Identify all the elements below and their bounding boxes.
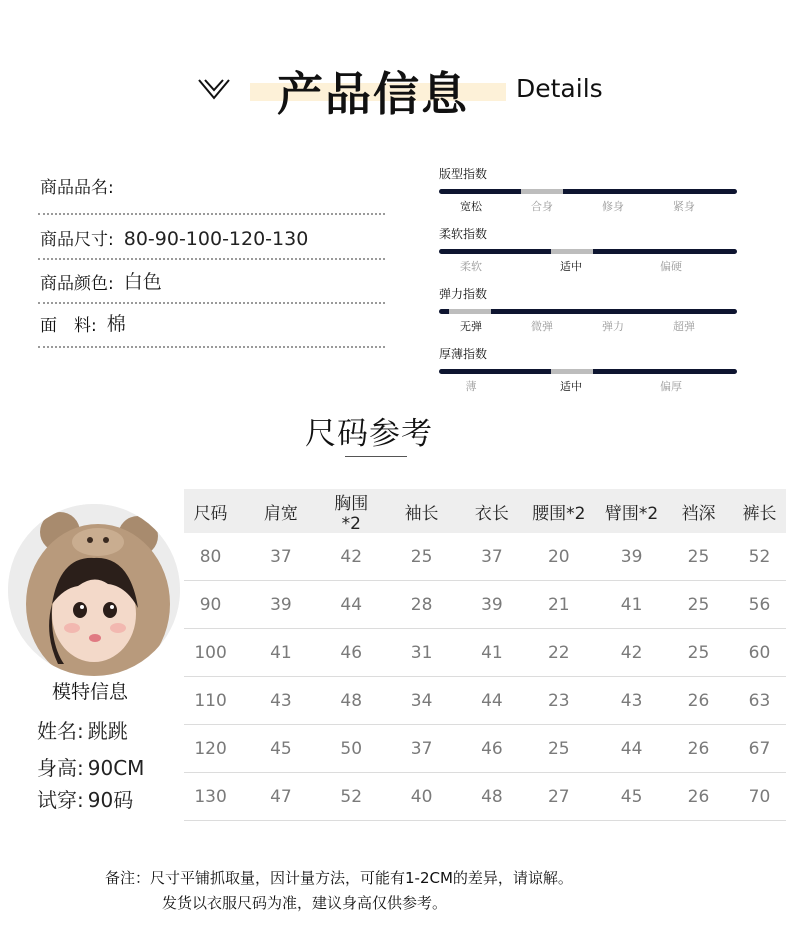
table-cell: 110: [194, 690, 227, 711]
table-cell: 27: [547, 786, 570, 807]
index-title: 柔软指数: [439, 227, 488, 241]
table-cell: 26: [687, 786, 710, 807]
index-option: 无弹: [460, 320, 482, 333]
table-cell: 34: [410, 690, 433, 711]
table-cell: 50: [340, 738, 363, 759]
info-value: 白色: [123, 271, 162, 293]
info-label: 商品品名:: [40, 178, 114, 198]
info-value: 棉: [106, 313, 126, 335]
index-marker: [521, 189, 563, 194]
table-cell: 25: [687, 594, 710, 615]
model-height-line: [37, 752, 144, 781]
info-row-size: [40, 218, 385, 258]
table-cell: 100: [194, 642, 227, 663]
table-cell: 41: [481, 642, 503, 663]
table-cell: 31: [410, 642, 433, 663]
table-cell: 40: [410, 786, 433, 807]
info-label: 商品颜色:: [40, 274, 114, 294]
index-option: 偏厚: [660, 380, 682, 393]
size-table-body: [184, 533, 786, 821]
size-table: [184, 489, 786, 821]
table-cell: 67: [748, 738, 771, 759]
index-title: 弹力指数: [439, 287, 488, 301]
table-cell: 22: [547, 642, 570, 663]
table-cell: 45: [620, 786, 643, 807]
table-cell: 21: [547, 594, 570, 615]
table-header-cell: 尺码: [193, 503, 228, 524]
table-cell: 45: [270, 738, 292, 759]
table-header-cell: 袖长: [404, 503, 439, 524]
table-cell: 25: [547, 738, 570, 759]
table-cell: 44: [481, 690, 503, 711]
note-line-1: 备注：尺寸平铺抓取量，因计量方法，可能有1-2CM的差异，请谅解。: [105, 869, 573, 887]
table-cell: 26: [687, 690, 710, 711]
table-cell: 41: [270, 642, 292, 663]
table-row: [184, 629, 786, 677]
model-photo-illustration: [8, 504, 180, 676]
table-cell: 70: [748, 786, 771, 807]
model-height-value: 90CM: [87, 756, 145, 780]
table-cell: 37: [410, 738, 433, 759]
table-header-cell: 胸围*2: [334, 493, 369, 534]
index-bar: [439, 189, 737, 194]
double-chevron-down-icon: [197, 76, 231, 104]
model-size-label: 试穿:: [37, 788, 84, 812]
index-bar: [439, 309, 737, 314]
table-cell: 80: [199, 546, 222, 567]
index-option: 适中: [560, 380, 582, 393]
index-title: 厚薄指数: [439, 347, 488, 361]
info-label: 面 料:: [40, 316, 97, 336]
size-title-underline: [345, 456, 407, 457]
table-row: [184, 581, 786, 629]
table-cell: 48: [481, 786, 503, 807]
index-marker: [551, 249, 593, 254]
table-cell: 130: [194, 786, 227, 807]
table-cell: 48: [340, 690, 363, 711]
info-row-fabric: [40, 304, 385, 344]
info-row-name: [40, 166, 385, 206]
table-header-cell: 裆深: [681, 503, 716, 524]
table-cell: 44: [620, 738, 643, 759]
model-name-line: [37, 715, 128, 744]
index-option: 修身: [602, 200, 624, 213]
divider: [38, 213, 385, 215]
table-header-cell: 衣长: [474, 503, 509, 524]
index-option: 紧身: [673, 200, 695, 213]
table-cell: 26: [687, 738, 710, 759]
table-header-cell: 裤长: [742, 503, 777, 524]
table-row: [184, 725, 786, 773]
table-cell: 39: [481, 594, 503, 615]
table-cell: 46: [481, 738, 503, 759]
table-cell: 23: [547, 690, 570, 711]
index-option: 弹力: [602, 320, 624, 333]
table-header-cell: 肩宽: [263, 503, 298, 524]
model-size-line: [37, 784, 133, 813]
table-cell: 63: [748, 690, 771, 711]
table-row: [184, 677, 786, 725]
table-cell: 39: [620, 546, 643, 567]
index-option: 适中: [560, 260, 582, 273]
divider: [38, 346, 385, 348]
divider: [38, 258, 385, 260]
index-option: 薄: [465, 380, 477, 393]
table-row: [184, 533, 786, 581]
table-cell: 43: [620, 690, 643, 711]
table-cell: 41: [620, 594, 643, 615]
index-bar: [439, 249, 737, 254]
table-cell: 44: [340, 594, 363, 615]
model-height-label: 身高:: [37, 756, 84, 780]
table-cell: 42: [340, 546, 363, 567]
table-row: [184, 773, 786, 821]
index-option: 微弹: [531, 320, 553, 333]
index-option: 偏硬: [660, 260, 682, 273]
index-marker: [551, 369, 593, 374]
note-line-2: 发货以衣服尺码为准，建议身高仅供参考。: [162, 894, 448, 912]
table-cell: 37: [270, 546, 292, 567]
size-table-header: [184, 489, 786, 533]
index-bar: [439, 369, 737, 374]
table-cell: 52: [340, 786, 363, 807]
page-title-en: Details: [516, 74, 603, 103]
table-cell: 46: [340, 642, 363, 663]
table-cell: 52: [748, 546, 771, 567]
page-title: 产品信息: [277, 67, 469, 121]
info-label: 商品尺寸:: [40, 230, 114, 250]
info-value: 80-90-100-120-130: [123, 228, 309, 250]
model-name-label: 姓名:: [37, 719, 84, 743]
table-cell: 28: [410, 594, 433, 615]
model-info-title: 模特信息: [52, 681, 129, 703]
table-cell: 42: [620, 642, 643, 663]
model-size-value: 90码: [87, 788, 134, 812]
model-name-value: 跳跳: [87, 719, 128, 743]
table-header-cell: 臂围*2: [604, 503, 659, 524]
index-option: 柔软: [460, 260, 482, 273]
table-cell: 39: [270, 594, 292, 615]
index-marker: [449, 309, 491, 314]
size-section-title: 尺码参考: [305, 416, 433, 452]
index-title: 版型指数: [439, 167, 488, 181]
table-cell: 120: [194, 738, 227, 759]
table-cell: 47: [270, 786, 292, 807]
table-cell: 90: [199, 594, 222, 615]
table-cell: 25: [687, 546, 710, 567]
table-cell: 60: [748, 642, 771, 663]
index-option: 合身: [531, 200, 553, 213]
index-option: 超弹: [673, 320, 695, 333]
table-cell: 56: [748, 594, 771, 615]
table-cell: 43: [270, 690, 292, 711]
table-cell: 25: [410, 546, 433, 567]
table-cell: 37: [481, 546, 503, 567]
table-cell: 20: [547, 546, 570, 567]
model-avatar: [8, 504, 180, 676]
table-cell: 25: [687, 642, 710, 663]
index-option: 宽松: [460, 200, 482, 213]
info-row-color: [40, 262, 385, 302]
table-header-cell: 腰围*2: [532, 503, 586, 524]
